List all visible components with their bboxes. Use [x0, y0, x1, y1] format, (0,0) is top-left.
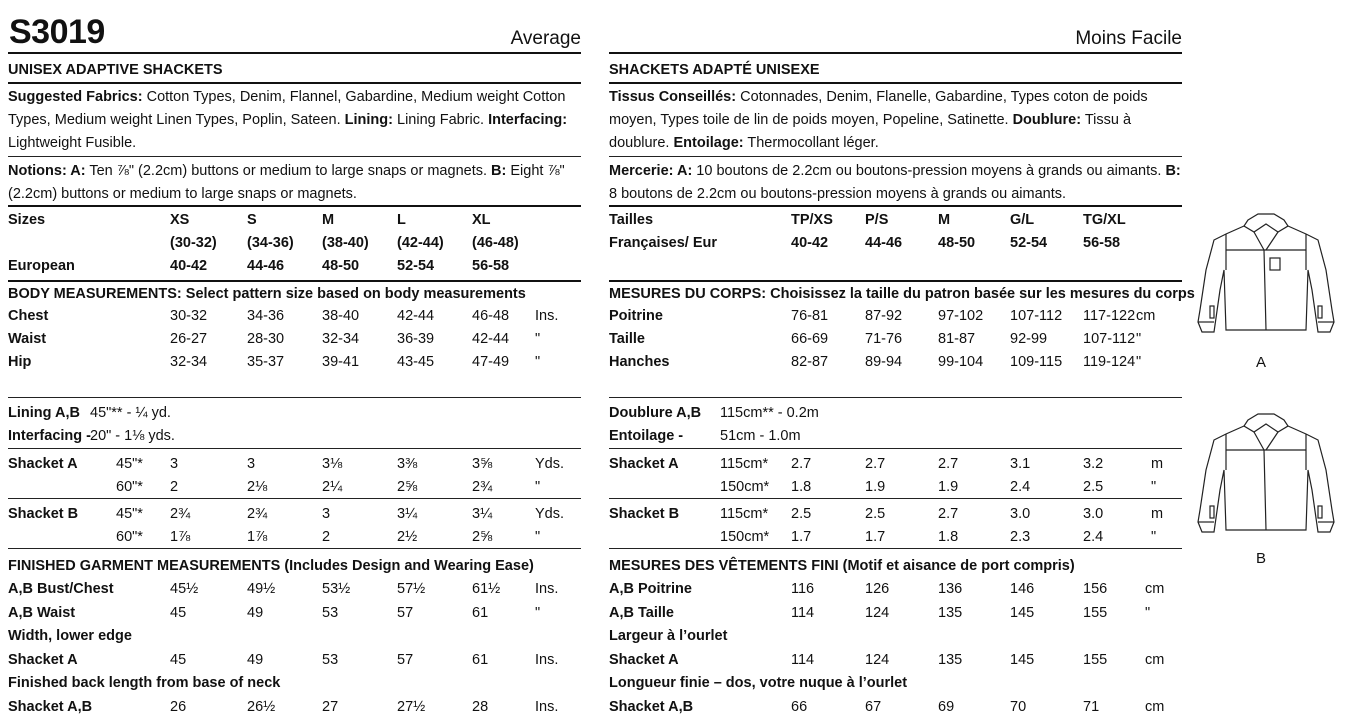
unit-label: " — [1136, 354, 1142, 370]
fabrics-text-bold: Interfacing: — [488, 112, 568, 128]
figure-label-b: B — [1256, 550, 1267, 567]
fabrics-text-text: Cotton Types, Denim, Flannel, Gabardine, Medium weight Cotton Types, Medium weight Linen Types, Poplin, Sateen. — [8, 89, 566, 128]
table-cell: 3⅝ — [472, 456, 493, 472]
table-cell: 32-34 — [170, 354, 208, 370]
divider — [609, 448, 1182, 449]
shirt-front-view-icon — [1186, 210, 1346, 345]
table-row-label: Shacket A — [609, 651, 679, 668]
table-cell: 61 — [472, 604, 489, 621]
table-cell: 57 — [397, 651, 414, 668]
table-cell: 39-41 — [322, 354, 360, 370]
table-row-label: A,B Waist — [8, 604, 76, 621]
unit-label: cm — [1145, 581, 1165, 597]
notions-text-text: Eight ⅞" (2.2cm) buttons or medium to large snaps or magnets. — [8, 163, 565, 202]
table-row-label: Taille — [609, 331, 645, 347]
european-label: European — [8, 258, 75, 274]
european-size: 56-58 — [1083, 235, 1121, 251]
european-size: 44-46 — [865, 235, 903, 251]
difficulty-level: Moins Facile — [1075, 28, 1182, 49]
size-header: S — [247, 212, 257, 228]
table-cell: 70 — [1010, 698, 1027, 715]
table-cell: 45½ — [170, 581, 199, 597]
table-cell: 32-34 — [322, 331, 360, 347]
unit-label: Ins. — [535, 651, 559, 668]
divider — [8, 205, 581, 207]
table-cell: 135 — [938, 651, 963, 668]
table-cell: 49½ — [247, 581, 276, 597]
table-cell: 124 — [865, 651, 890, 668]
table-cell: 2⅛ — [247, 479, 268, 495]
table-cell: 145 — [1010, 651, 1035, 668]
table-cell: 53 — [322, 651, 339, 668]
fabrics-text — [8, 86, 581, 155]
unit-label: m — [1151, 456, 1164, 472]
table-cell: 66 — [791, 698, 808, 715]
size-header: TP/XS — [791, 212, 833, 228]
table-row-label: Hanches — [609, 354, 670, 370]
table-cell: 1.8 — [791, 479, 812, 495]
table-cell: 2.4 — [1083, 529, 1104, 545]
interfacing-value: 20" - 1⅛ yds. — [90, 428, 175, 444]
fabrics-text-bold: Lining: — [344, 112, 393, 128]
divider — [8, 156, 581, 157]
table-cell: 89-94 — [865, 354, 903, 370]
notions-text — [609, 160, 1182, 206]
yardage-group-label: Shacket A — [8, 456, 78, 472]
fabric-width: 60"* — [116, 479, 143, 495]
shirt-front-view-icon — [1186, 410, 1346, 545]
table-cell: 71-76 — [865, 331, 903, 347]
divider — [609, 498, 1182, 499]
notions-text-bold: B: — [1165, 163, 1181, 179]
table-cell: 135 — [938, 604, 963, 621]
notions-text-bold: Notions: A: — [8, 163, 86, 179]
fabric-width: 45"* — [116, 456, 143, 472]
body-measurements-title: MESURES DU CORPS: Choisissez la taille du patron basée sur les mesures du corps — [609, 286, 1195, 302]
lining-label: Doublure A,B — [609, 405, 702, 421]
unit-label: " — [535, 331, 541, 347]
table-cell: 3 — [170, 456, 179, 472]
table-row-label: Chest — [8, 308, 49, 324]
unit-label: " — [1136, 331, 1142, 347]
table-cell: 81-87 — [938, 331, 976, 347]
table-cell: 49 — [247, 651, 264, 668]
difficulty-level: Average — [510, 28, 581, 49]
table-cell: 2.5 — [791, 506, 812, 522]
table-row-label: Shacket A,B — [8, 698, 93, 715]
table-row-label: Poitrine — [609, 308, 663, 324]
fabrics-text-text: Lightweight Fusible. — [8, 135, 137, 151]
table-cell: 34-36 — [247, 308, 285, 324]
table-cell: 3¼ — [397, 506, 418, 522]
table-cell: 67 — [865, 698, 882, 715]
pattern-code: S3019 — [9, 13, 105, 51]
notions-text-text: Ten ⅞" (2.2cm) buttons or medium to large snaps or magnets. — [85, 163, 492, 179]
size-range: (38-40) — [322, 235, 369, 251]
lining-label: Lining A,B — [8, 405, 80, 421]
table-cell: 2.7 — [791, 456, 812, 472]
table-cell: 2.4 — [1010, 479, 1031, 495]
european-size: 52-54 — [397, 258, 435, 274]
european-size: 52-54 — [1010, 235, 1048, 251]
table-cell: 53½ — [322, 581, 351, 597]
unit-label: " — [535, 354, 541, 370]
unit-label: " — [535, 604, 541, 621]
table-cell: 38-40 — [322, 308, 360, 324]
table-cell: 42-44 — [397, 308, 435, 324]
interfacing-label: Interfacing - — [8, 428, 91, 444]
size-header: M — [938, 212, 951, 228]
interfacing-value: 51cm - 1.0m — [720, 428, 801, 444]
size-header: P/S — [865, 212, 889, 228]
table-row-label: Shacket A — [8, 651, 78, 668]
table-cell: 61 — [472, 651, 489, 668]
fabric-width: 150cm* — [720, 479, 770, 495]
divider — [8, 397, 581, 398]
european-size: 40-42 — [170, 258, 208, 274]
table-cell: 76-81 — [791, 308, 829, 324]
table-cell: 1.8 — [938, 529, 959, 545]
size-header: TG/XL — [1083, 212, 1126, 228]
table-cell: 2.3 — [1010, 529, 1031, 545]
table-cell: 46-48 — [472, 308, 510, 324]
unit-label: Ins. — [535, 698, 559, 715]
table-cell: 155 — [1083, 651, 1108, 668]
table-cell: 3.1 — [1010, 456, 1031, 472]
divider — [609, 548, 1182, 549]
table-cell: 3⅛ — [322, 456, 343, 472]
table-cell: 2⅝ — [472, 529, 493, 545]
table-cell: 27½ — [397, 698, 426, 715]
table-row-label: A,B Taille — [609, 604, 674, 621]
size-header: XL — [472, 212, 491, 228]
fabric-width: 60"* — [116, 529, 143, 545]
sizes-label: Tailles — [609, 212, 654, 228]
yardage-group-label: Shacket A — [609, 456, 679, 472]
finished-measurements-title: FINISHED GARMENT MEASUREMENTS (Includes Design and Wearing Ease) — [8, 558, 534, 574]
yardage-group-label: Shacket B — [8, 506, 79, 522]
size-header: L — [397, 212, 406, 228]
size-header: M — [322, 212, 335, 228]
table-cell: 2¾ — [247, 506, 268, 522]
table-row-label: A,B Bust/Chest — [8, 581, 114, 597]
divider — [609, 52, 1182, 54]
pattern-title: SHACKETS ADAPTÉ UNISEXE — [609, 62, 820, 78]
divider — [8, 448, 581, 449]
table-cell: 114 — [791, 651, 815, 668]
size-header: G/L — [1010, 212, 1035, 228]
unit-label: cm — [1145, 698, 1165, 715]
table-cell: 2 — [322, 529, 331, 545]
table-cell: 1⅞ — [170, 529, 191, 545]
table-cell: 3.0 — [1010, 506, 1031, 522]
table-cell: 47-49 — [472, 354, 510, 370]
table-cell: 26½ — [247, 698, 276, 715]
notions-text-text: 8 boutons de 2.2cm ou boutons-pression moyens à grands ou aimants. — [609, 186, 1067, 202]
european-size: 44-46 — [247, 258, 285, 274]
unit-label: Yds. — [535, 506, 565, 522]
unit-label: " — [1151, 479, 1157, 495]
unit-label: Ins. — [535, 581, 559, 597]
lining-value: 45"** - ¼ yd. — [90, 405, 171, 421]
table-row-label: Finished back length from base of neck — [8, 675, 281, 691]
size-range: (34-36) — [247, 235, 294, 251]
table-cell: 26-27 — [170, 331, 208, 347]
notions-text-text: 10 boutons de 2.2cm ou boutons-pression moyens à grands ou aimants. — [692, 163, 1166, 179]
table-cell: 1.9 — [938, 479, 959, 495]
lining-value: 115cm** - 0.2m — [720, 405, 819, 421]
table-cell: 43-45 — [397, 354, 435, 370]
unit-label: cm — [1136, 308, 1156, 324]
table-cell: 42-44 — [472, 331, 510, 347]
table-cell: 3.2 — [1083, 456, 1104, 472]
unit-label: " — [535, 529, 541, 545]
divider — [8, 82, 581, 84]
table-cell: 61½ — [472, 581, 501, 597]
table-row-label: Shacket A,B — [609, 698, 694, 715]
table-cell: 116 — [791, 581, 815, 597]
fabrics-text-bold: Suggested Fabrics: — [8, 89, 143, 105]
table-cell: 57 — [397, 604, 414, 621]
european-size: 48-50 — [322, 258, 360, 274]
european-label: Françaises/ Eur — [609, 235, 717, 251]
unit-label: " — [1151, 529, 1157, 545]
divider — [8, 280, 581, 282]
table-cell: 145 — [1010, 604, 1035, 621]
table-cell: 28 — [472, 698, 489, 715]
table-cell: 2 — [170, 479, 179, 495]
table-cell: 92-99 — [1010, 331, 1048, 347]
table-cell: 82-87 — [791, 354, 829, 370]
notions-text — [8, 160, 581, 206]
table-cell: 2¾ — [170, 506, 191, 522]
table-cell: 2½ — [397, 529, 418, 545]
table-cell: 1⅞ — [247, 529, 268, 545]
table-cell: 2¾ — [472, 479, 493, 495]
unit-label: m — [1151, 506, 1164, 522]
table-cell: 1.7 — [791, 529, 812, 545]
table-cell: 87-92 — [865, 308, 903, 324]
table-cell: 2.7 — [865, 456, 886, 472]
table-cell: 2.7 — [938, 506, 959, 522]
table-cell: 30-32 — [170, 308, 208, 324]
table-cell: 1.7 — [865, 529, 886, 545]
table-cell: 2.5 — [865, 506, 886, 522]
divider — [609, 205, 1182, 207]
table-cell: 28-30 — [247, 331, 285, 347]
table-row-label: Largeur à l’ourlet — [609, 628, 728, 644]
table-row-label: Waist — [8, 331, 47, 347]
european-size: 48-50 — [938, 235, 976, 251]
table-row-label: Width, lower edge — [8, 628, 132, 644]
table-cell: 69 — [938, 698, 955, 715]
fabric-width: 150cm* — [720, 529, 770, 545]
divider — [609, 82, 1182, 84]
fabrics-text-bold: Entoilage: — [673, 135, 744, 151]
divider — [609, 156, 1182, 157]
table-cell: 2¼ — [322, 479, 343, 495]
interfacing-label: Entoilage - — [609, 428, 684, 444]
unit-label: Yds. — [535, 456, 565, 472]
pattern-title: UNISEX ADAPTIVE SHACKETS — [8, 62, 223, 78]
size-range: (46-48) — [472, 235, 519, 251]
table-cell: 97-102 — [938, 308, 984, 324]
sizes-label: Sizes — [8, 212, 46, 228]
fabrics-text-text: Tissu à doublure. — [609, 112, 1132, 151]
fabrics-text-text: Thermocollant léger. — [743, 135, 879, 151]
table-row-label: A,B Poitrine — [609, 581, 692, 597]
table-cell: 45 — [170, 651, 187, 668]
european-size: 40-42 — [791, 235, 829, 251]
divider — [8, 548, 581, 549]
table-cell: 35-37 — [247, 354, 285, 370]
table-cell: 27 — [322, 698, 339, 715]
table-cell: 3 — [322, 506, 331, 522]
table-cell: 3.0 — [1083, 506, 1104, 522]
table-cell: 99-104 — [938, 354, 984, 370]
size-header: XS — [170, 212, 190, 228]
fabrics-text-bold: Doublure: — [1012, 112, 1082, 128]
table-cell: 156 — [1083, 581, 1108, 597]
table-cell: 126 — [865, 581, 890, 597]
table-cell: 136 — [938, 581, 963, 597]
fabrics-text-bold: Tissus Conseillés: — [609, 89, 737, 105]
fabric-width: 115cm* — [720, 456, 769, 472]
table-cell: 26 — [170, 698, 187, 715]
table-cell: 3¼ — [472, 506, 493, 522]
yardage-group-label: Shacket B — [609, 506, 680, 522]
table-cell: 71 — [1083, 698, 1100, 715]
table-cell: 119-124 — [1083, 354, 1136, 370]
fabrics-text-text: Lining Fabric. — [392, 112, 489, 128]
european-size: 56-58 — [472, 258, 510, 274]
table-cell: 114 — [791, 604, 815, 621]
fabric-width: 115cm* — [720, 506, 769, 522]
table-row-label: Longueur finie – dos, votre nuque à l’ourlet — [609, 675, 908, 691]
finished-measurements-title: MESURES DES VÊTEMENTS FINI (Motif et aisance de port compris) — [609, 558, 1075, 574]
unit-label: " — [1145, 604, 1151, 621]
table-cell: 45 — [170, 604, 187, 621]
size-range: (30-32) — [170, 235, 217, 251]
table-cell: 3⅜ — [397, 456, 418, 472]
table-cell: 53 — [322, 604, 339, 621]
unit-label: Ins. — [535, 308, 559, 324]
notions-text-bold: B: — [491, 163, 507, 179]
unit-label: " — [535, 479, 541, 495]
table-cell: 3 — [247, 456, 256, 472]
table-cell: 146 — [1010, 581, 1035, 597]
fabrics-text — [609, 86, 1182, 155]
table-cell: 2.7 — [938, 456, 959, 472]
figure-label-a: A — [1256, 354, 1267, 371]
table-cell: 155 — [1083, 604, 1108, 621]
table-cell: 57½ — [397, 581, 426, 597]
divider — [609, 280, 1182, 282]
body-measurements-title: BODY MEASUREMENTS: Select pattern size based on body measurements — [8, 286, 526, 302]
divider — [8, 498, 581, 499]
table-cell: 49 — [247, 604, 264, 621]
table-cell: 2.5 — [1083, 479, 1104, 495]
table-cell: 109-115 — [1010, 354, 1063, 370]
table-cell: 66-69 — [791, 331, 829, 347]
table-cell: 2⅝ — [397, 479, 418, 495]
divider — [609, 397, 1182, 398]
divider — [8, 52, 581, 54]
table-row-label: Hip — [8, 354, 32, 370]
size-range: (42-44) — [397, 235, 444, 251]
unit-label: cm — [1145, 651, 1165, 668]
fabric-width: 45"* — [116, 506, 143, 522]
fabrics-text-text: Cotonnades, Denim, Flanelle, Gabardine, Types coton de poids moyen, Types toile de lin de poids moyen, Popeline, Satinette. — [609, 89, 1148, 128]
table-cell: 124 — [865, 604, 890, 621]
table-cell: 1.9 — [865, 479, 886, 495]
table-cell: 107-112 — [1083, 331, 1136, 347]
notions-text-bold: Mercerie: A: — [609, 163, 693, 179]
table-cell: 117-122 — [1083, 308, 1136, 324]
table-cell: 36-39 — [397, 331, 435, 347]
table-cell: 107-112 — [1010, 308, 1063, 324]
